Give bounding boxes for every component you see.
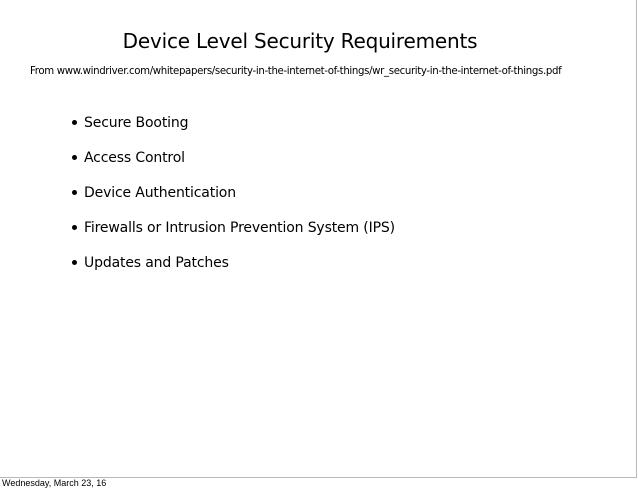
bullet-text: Access Control bbox=[84, 150, 185, 166]
bullet-text: Device Authentication bbox=[84, 185, 236, 201]
bullet-item bbox=[72, 113, 395, 148]
bullet-dot-icon bbox=[72, 120, 77, 125]
bullet-list bbox=[72, 113, 395, 288]
bullet-dot-icon bbox=[72, 190, 77, 195]
bullet-text: Firewalls or Intrusion Prevention System (IPS) bbox=[84, 220, 395, 236]
bullet-text: Secure Booting bbox=[84, 115, 189, 131]
bullet-item bbox=[72, 218, 395, 253]
slide-title: Device Level Security Requirements bbox=[122, 29, 478, 53]
source-citation: From www.windriver.com/whitepapers/security-in-the-internet-of-things/wr_security-in-the-internet-of-things.pdf bbox=[30, 66, 562, 77]
bullet-dot-icon bbox=[72, 260, 77, 265]
bullet-item bbox=[72, 183, 395, 218]
bullet-dot-icon bbox=[72, 155, 77, 160]
footer-date: Wednesday, March 23, 16 bbox=[2, 478, 107, 488]
bullet-text: Updates and Patches bbox=[84, 255, 229, 271]
bullet-item bbox=[72, 253, 395, 288]
bullet-item bbox=[72, 148, 395, 183]
bullet-dot-icon bbox=[72, 225, 77, 230]
